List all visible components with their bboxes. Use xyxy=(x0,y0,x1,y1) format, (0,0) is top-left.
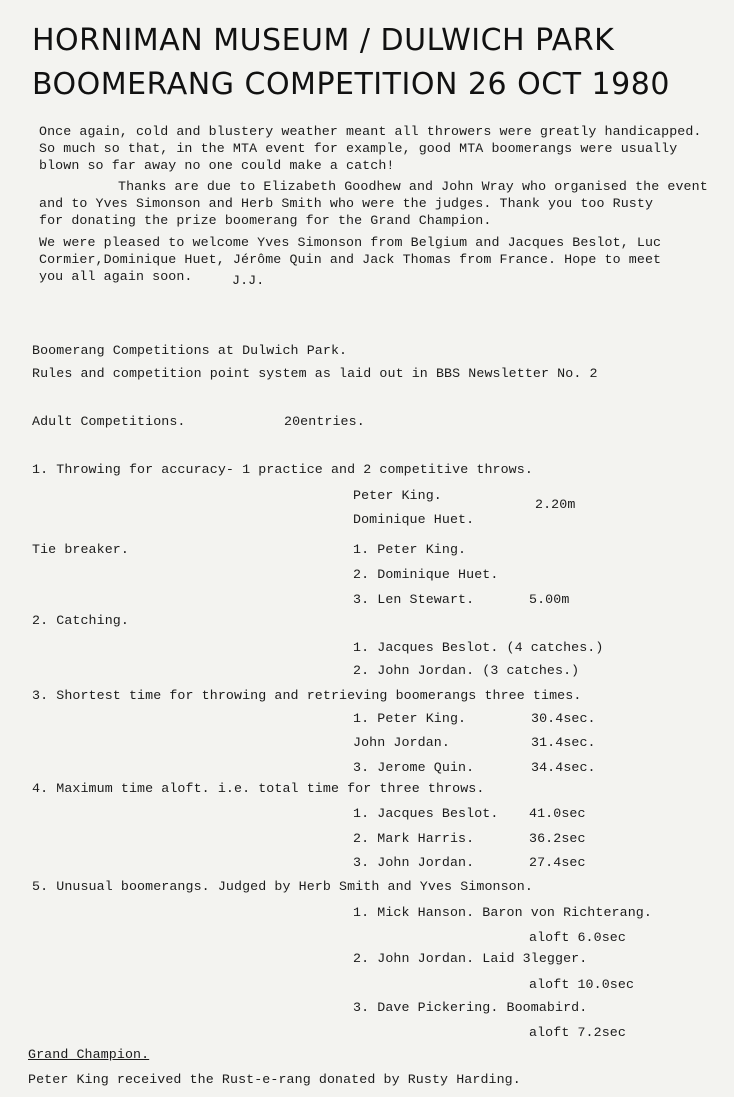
event5-result-1-aloft: aloft 6.0sec xyxy=(529,930,626,945)
grand-champion-title: Grand Champion. xyxy=(28,1047,150,1062)
title-line-2: BOOMERANG COMPETITION 26 OCT 1980 xyxy=(32,67,670,102)
intro-p2-line-1: Thanks are due to Elizabeth Goodhew and John Wray who organised the event xyxy=(118,179,708,194)
tie-breaker-label: Tie breaker. xyxy=(32,542,129,557)
event2-title: 2. Catching. xyxy=(32,613,129,628)
tie-result-1: 1. Peter King. xyxy=(353,542,467,557)
tie-result-2: 2. Dominique Huet. xyxy=(353,567,499,582)
event4-result-2-time: 36.2sec xyxy=(529,831,586,846)
event4-result-1-time: 41.0sec xyxy=(529,806,586,821)
intro-p1-line-3: blown so far away no one could make a catch! xyxy=(39,158,395,173)
event5-title: 5. Unusual boomerangs. Judged by Herb Smith and Yves Simonson. xyxy=(32,879,533,894)
tie-result-3-score: 5.00m xyxy=(529,592,570,607)
event5-result-2: 2. John Jordan. Laid 3legger. xyxy=(353,951,588,966)
event1-result-1-score: 2.20m xyxy=(535,497,576,512)
intro-p2-line-3: for donating the prize boomerang for the Grand Champion. xyxy=(39,213,492,228)
adult-entries: 20entries. xyxy=(284,414,365,429)
event1-title: 1. Throwing for accuracy- 1 practice and 2 competitive throws. xyxy=(32,462,533,477)
event3-result-1: 1. Peter King. xyxy=(353,711,467,726)
event2-result-2: 2. John Jordan. (3 catches.) xyxy=(353,663,580,678)
event5-result-2-aloft: aloft 10.0sec xyxy=(529,977,635,992)
intro-p1-line-1: Once again, cold and blustery weather meant all throwers were greatly handicapped. xyxy=(39,124,702,139)
competitions-heading: Boomerang Competitions at Dulwich Park. xyxy=(32,343,348,358)
event1-result-1: Peter King. xyxy=(353,488,442,503)
event3-result-2-time: 31.4sec. xyxy=(531,735,596,750)
event5-result-1: 1. Mick Hanson. Baron von Richterang. xyxy=(353,905,652,920)
event5-result-3-aloft: aloft 7.2sec xyxy=(529,1025,626,1040)
event3-title: 3. Shortest time for throwing and retrieving boomerangs three times. xyxy=(32,688,582,703)
intro-p3-line-2: Cormier,Dominique Huet, Jérôme Quin and Jack Thomas from France. Hope to meet xyxy=(39,252,662,267)
event4-result-3: 3. John Jordan. xyxy=(353,855,475,870)
event4-result-3-time: 27.4sec xyxy=(529,855,586,870)
event5-result-3: 3. Dave Pickering. Boomabird. xyxy=(353,1000,588,1015)
event4-result-1: 1. Jacques Beslot. xyxy=(353,806,499,821)
intro-p1-line-2: So much so that, in the MTA event for example, good MTA boomerangs were usually xyxy=(39,141,678,156)
event3-result-3-time: 34.4sec. xyxy=(531,760,596,775)
rules-line: Rules and competition point system as laid out in BBS Newsletter No. 2 xyxy=(32,366,598,381)
intro-p3-line-3: you all again soon. xyxy=(39,269,193,284)
adult-competitions-label: Adult Competitions. xyxy=(32,414,186,429)
event2-result-1: 1. Jacques Beslot. (4 catches.) xyxy=(353,640,604,655)
event4-result-2: 2. Mark Harris. xyxy=(353,831,475,846)
event3-result-1-time: 30.4sec. xyxy=(531,711,596,726)
event4-title: 4. Maximum time aloft. i.e. total time for three throws. xyxy=(32,781,485,796)
event3-result-2: John Jordan. xyxy=(353,735,450,750)
tie-result-3: 3. Len Stewart. xyxy=(353,592,475,607)
title-line-1: HORNIMAN MUSEUM / DULWICH PARK xyxy=(32,23,615,58)
event1-result-2: Dominique Huet. xyxy=(353,512,475,527)
initials: J.J. xyxy=(232,273,265,288)
event3-result-3: 3. Jerome Quin. xyxy=(353,760,475,775)
intro-p2-line-2: and to Yves Simonson and Herb Smith who were the judges. Thank you too Rusty xyxy=(39,196,654,211)
grand-champion-text: Peter King received the Rust-e-rang donated by Rusty Harding. xyxy=(28,1072,521,1087)
intro-p3-line-1: We were pleased to welcome Yves Simonson from Belgium and Jacques Beslot, Luc xyxy=(39,235,662,250)
